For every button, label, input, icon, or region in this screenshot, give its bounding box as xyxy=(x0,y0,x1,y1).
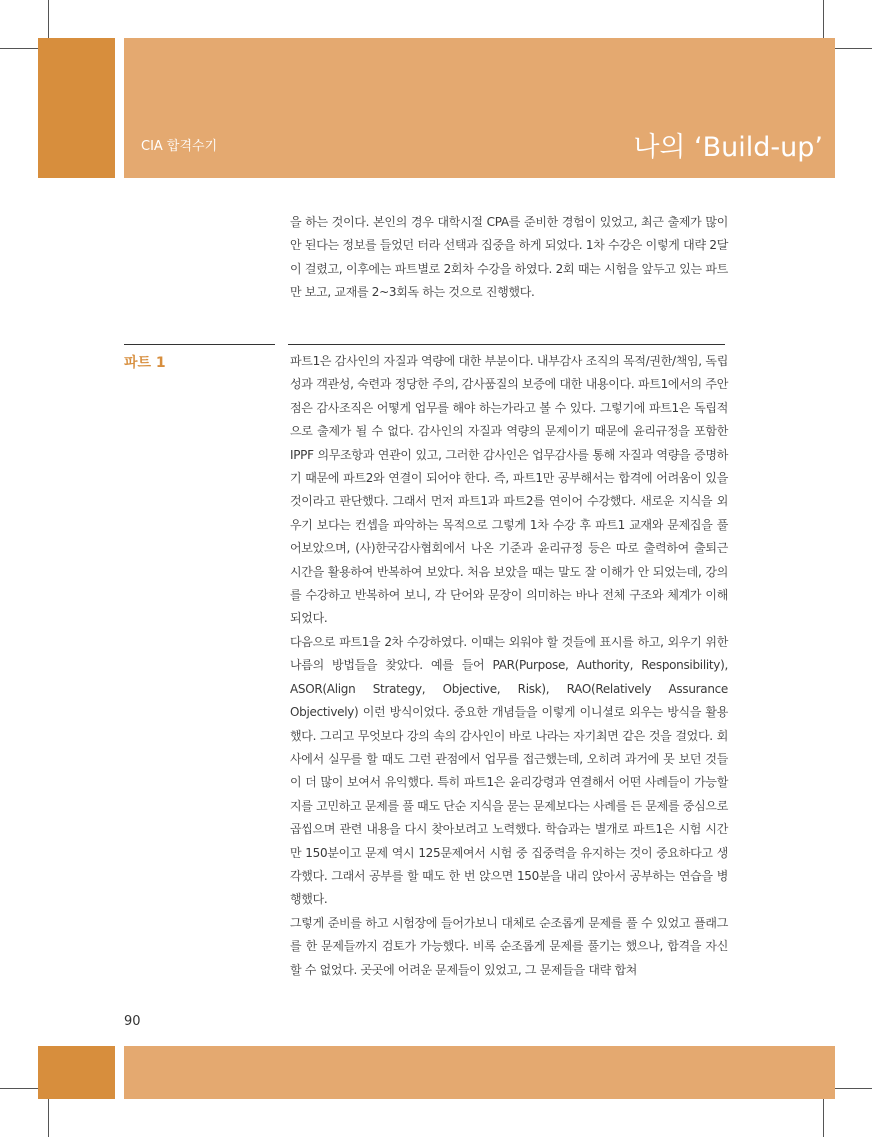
footer-accent-block xyxy=(38,1046,115,1099)
crop-mark-bottom-right-v xyxy=(823,1099,824,1137)
crop-mark-top-left-v xyxy=(48,0,49,38)
section-paragraph-1: 파트1은 감사인의 자질과 역량에 대한 부분이다. 내부감사 조직의 목적/권한/책임, 독립성과 객관성, 숙련과 정당한 주의, 감사품질의 보증에 대한 내용이다. 파트1에서의 주안점은 감사조직은 어떻게 업무를 해야 하는가라고 볼 수 있다. 그렇기에 파트1은 독립적으로 출제가 될 수 없다. 감사인의 자질과 역량의 문제이기 때문에 윤리규정을 포함한 IPPF 의무조항과 연관이 있고, 그러한 감사인은 업무감사를 통해 자질과 역량을 증명하기 때문에 파트2와 연결이 되어야 한다. 즉, 파트1만 공부해서는 합격에 어려움이 있을 것이라고 판단했다. 그래서 먼저 파트1과 파트2를 연이어 수강했다. 새로운 지식을 외우기 보다는 컨셉을 파악하는 목적으로 그렇게 1차 수강 후 파트1 교재와 문제집을 풀어보았으며, (사)한국감사협회에서 나온 기준과 윤리규정 등은 따로 출력하여 출퇴근 시간을 활용하여 반복하여 보았다. 처음 보았을 때는 말도 잘 이해가 안 되었는데, 강의를 수강하고 반복하여 보니, 각 단어와 문장이 의미하는 바나 전체 구조와 체계가 이해되었다. xyxy=(290,354,728,626)
page-title: 나의 ‘Build-up’ xyxy=(633,132,823,163)
section-paragraph-3: 그렇게 준비를 하고 시험장에 들어가보니 대체로 순조롭게 문제를 풀 수 있었고 플래그를 한 문제들까지 검토가 가능했다. 비록 순조롭게 문제를 풀기는 했으나, 합격을 자신할 수 없었다. 곳곳에 어려운 문제들이 있었고, 그 문제들을 대략 합쳐 xyxy=(290,916,728,977)
crop-mark-bottom-right-h xyxy=(835,1088,872,1089)
section-paragraph-2: 다음으로 파트1을 2차 수강하였다. 이때는 외워야 할 것들에 표시를 하고, 외우기 위한 나름의 방법들을 찾았다. 예를 들어 PAR(Purpose, Authority, Responsibility), ASOR(Align Strategy, Objective, Risk), RAO(Relatively Assurance Objectively) 이런 방식이었다. 중요한 개념들을 이렇게 이니셜로 외우는 방식을 활용했다. 그리고 무엇보다 강의 속의 감사인이 바로 나라는 자기최면 같은 것을 걸었다. 회사에서 실무를 할 때도 그런 관점에서 업무를 접근했는데, 오히려 과거에 못 보던 것들이 더 많이 보여서 유익했다. 특히 파트1은 윤리강령과 연결해서 어떤 사례들이 가능할지를 고민하고 문제를 풀 때도 단순 지식을 묻는 문제보다는 사례를 든 문제를 중심으로 곱씹으며 관련 내용을 다시 찾아보려고 노력했다. 학습과는 별개로 파트1은 시험 시간만 150분이고 문제 역시 125문제여서 시험 중 집중력을 유지하는 것이 중요하다고 생각했다. 그래서 공부를 할 때도 한 번 앉으면 150분을 내리 앉아서 공부하는 연습을 병행했다. xyxy=(290,635,728,907)
crop-mark-top-right-v xyxy=(823,0,824,38)
intro-paragraph: 을 하는 것이다. 본인의 경우 대학시절 CPA를 준비한 경험이 있었고, 최근 출제가 많이 안 된다는 정보를 들었던 터라 선택과 집중을 하게 되었다. 1차 수강은 이렇게 대략 2달이 걸렸고, 이후에는 파트별로 2회차 수강을 하였다. 2회 때는 시험을 앞두고 있는 파트만 보고, 교재를 2~3회독 하는 것으로 진행했다. xyxy=(290,215,728,300)
section-rule-left xyxy=(124,344,275,345)
crop-mark-bottom-left-h xyxy=(0,1088,38,1089)
crop-mark-bottom-left-v xyxy=(48,1099,49,1137)
section-heading: 파트 1 xyxy=(124,355,166,371)
section-rule-right xyxy=(288,344,725,345)
header-banner xyxy=(124,38,835,178)
header-accent-block xyxy=(38,38,115,178)
footer-banner xyxy=(124,1046,835,1099)
crop-mark-top-right-h xyxy=(835,48,872,49)
series-label: CIA 합격수기 xyxy=(141,139,218,154)
page-number: 90 xyxy=(124,1014,141,1029)
crop-mark-top-left-h xyxy=(0,48,38,49)
